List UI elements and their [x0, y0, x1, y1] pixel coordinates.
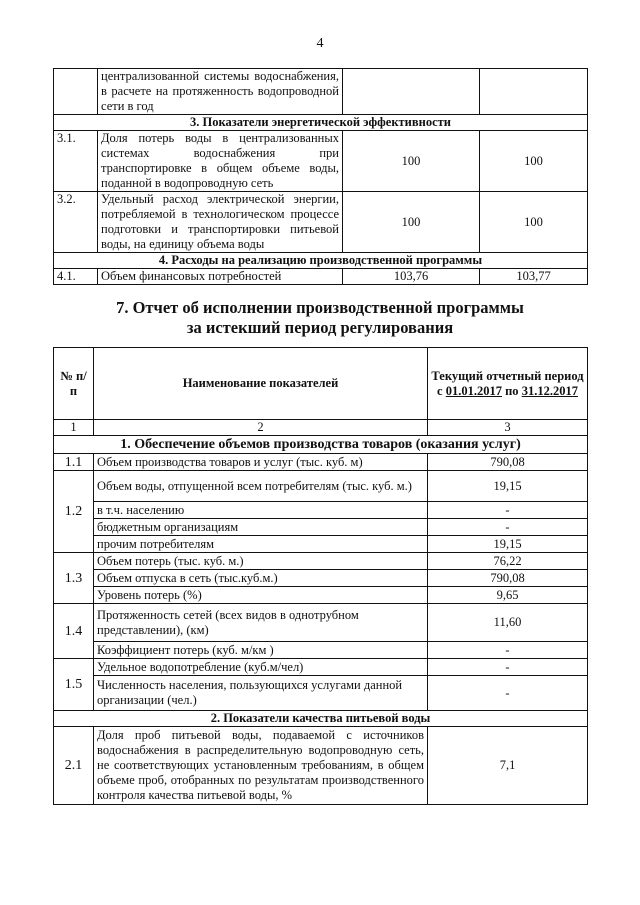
table-row — [54, 502, 588, 519]
indicator-name: Доля потерь воды в централизованных системах водоснабжения при транспортировке в общем объеме воды, поданной в водопроводную сеть — [98, 131, 343, 192]
table-row — [54, 69, 588, 115]
header-number: № п/п — [54, 348, 94, 420]
period-end: 31.12.2017 — [521, 383, 578, 398]
table-row — [54, 659, 588, 676]
value-cell: 19,15 — [428, 471, 588, 502]
header-name: Наименование показателей — [94, 348, 428, 420]
value-cell: 7,1 — [428, 727, 588, 805]
value-cell: 790,08 — [428, 454, 588, 471]
indicators-table-continued — [53, 68, 588, 285]
column-number: 2 — [94, 420, 428, 436]
table-row — [54, 553, 588, 570]
table-row — [54, 131, 588, 192]
table-row — [54, 604, 588, 642]
table-row — [54, 454, 588, 471]
indicator-name: Объем воды, отпущенной всем потребителям (тыс. куб. м.) — [94, 471, 428, 502]
indicator-name: Удельное водопотребление (куб.м/чел) — [94, 659, 428, 676]
section-row — [54, 253, 588, 269]
section-heading: 4. Расходы на реализацию производственной программы — [54, 253, 588, 269]
report-table — [53, 347, 588, 805]
section-heading: 3. Показатели энергетической эффективности — [54, 115, 588, 131]
section-heading: 1. Обеспечение объемов производства товаров (оказания услуг) — [54, 436, 588, 454]
value-cell: 9,65 — [428, 587, 588, 604]
value-cell: - — [428, 676, 588, 711]
report-title-line2: за истекший период регулирования — [186, 318, 454, 337]
value-cell: 790,08 — [428, 570, 588, 587]
table-row — [54, 676, 588, 711]
row-number: 1.1 — [54, 454, 94, 471]
header-row — [54, 348, 588, 420]
indicator-name: Объем производства товаров и услуг (тыс. куб. м) — [94, 454, 428, 471]
indicator-name: Доля проб питьевой воды, подаваемой с источников водоснабжения в распределительную водопроводную сеть, не соответствующих установленным требованиям, в общем объеме проб, отобранных по результатам производственного контроля качества питьевой воды, % — [94, 727, 428, 805]
column-number: 1 — [54, 420, 94, 436]
indicator-name: бюджетным организациям — [94, 519, 428, 536]
value-cell: 19,15 — [428, 536, 588, 553]
indicator-name: Объем потерь (тыс. куб. м.) — [94, 553, 428, 570]
indicator-name: в т.ч. населению — [94, 502, 428, 519]
value-cell: 103,77 — [480, 269, 588, 285]
period-start: 01.01.2017 — [445, 383, 502, 398]
row-number: 2.1 — [54, 727, 94, 805]
indicator-name: Коэффициент потерь (куб. м/км ) — [94, 642, 428, 659]
row-number: 4.1. — [54, 269, 98, 285]
table-row — [54, 570, 588, 587]
value-cell: - — [428, 659, 588, 676]
table-row — [54, 727, 588, 805]
value-cell: 100 — [480, 131, 588, 192]
column-number-row — [54, 420, 588, 436]
table-row — [54, 471, 588, 502]
row-number: 3.2. — [54, 192, 98, 253]
value-cell: 103,76 — [343, 269, 480, 285]
indicator-name: Удельный расход электрической энергии, потребляемой в технологическом процессе подготовки и транспортировки питьевой воды, на единицу объема воды — [98, 192, 343, 253]
indicator-name: централизованной системы водоснабжения, в расчете на протяженность водопроводной сети в год — [98, 69, 343, 115]
header-period — [428, 348, 588, 420]
table-row — [54, 587, 588, 604]
value-cell: 76,22 — [428, 553, 588, 570]
indicator-name: Протяженность сетей (всех видов в однотрубном представлении), (км) — [94, 604, 428, 642]
report-title — [0, 298, 640, 338]
section-row — [54, 436, 588, 454]
row-number: 1.3 — [54, 553, 94, 604]
header-period-dates: с 01.01.2017 по 31.12.2017 — [437, 383, 578, 398]
value-cell: 11,60 — [428, 604, 588, 642]
value-cell: 100 — [480, 192, 588, 253]
indicator-name: Объем отпуска в сеть (тыс.куб.м.) — [94, 570, 428, 587]
value-cell: - — [428, 502, 588, 519]
section-row — [54, 711, 588, 727]
value-cell: - — [428, 519, 588, 536]
value-cell: - — [428, 642, 588, 659]
section-heading: 2. Показатели качества питьевой воды — [54, 711, 588, 727]
indicator-name: Объем финансовых потребностей — [98, 269, 343, 285]
report-title-line1: 7. Отчет об исполнении производственной программы — [116, 298, 524, 317]
section-row — [54, 115, 588, 131]
row-number: 1.2 — [54, 471, 94, 553]
indicator-name: Численность населения, пользующихся услугами данной организации (чел.) — [94, 676, 428, 711]
table-row — [54, 519, 588, 536]
row-number: 1.4 — [54, 604, 94, 659]
table-row — [54, 642, 588, 659]
indicator-name: Уровень потерь (%) — [94, 587, 428, 604]
table-row — [54, 192, 588, 253]
column-number: 3 — [428, 420, 588, 436]
table-row — [54, 536, 588, 553]
header-period-label: Текущий отчетный период — [431, 368, 584, 383]
row-number: 1.5 — [54, 659, 94, 711]
page-number: 4 — [316, 36, 324, 51]
value-cell: 100 — [343, 131, 480, 192]
table-row — [54, 269, 588, 285]
indicator-name: прочим потребителям — [94, 536, 428, 553]
value-cell: 100 — [343, 192, 480, 253]
row-number: 3.1. — [54, 131, 98, 192]
